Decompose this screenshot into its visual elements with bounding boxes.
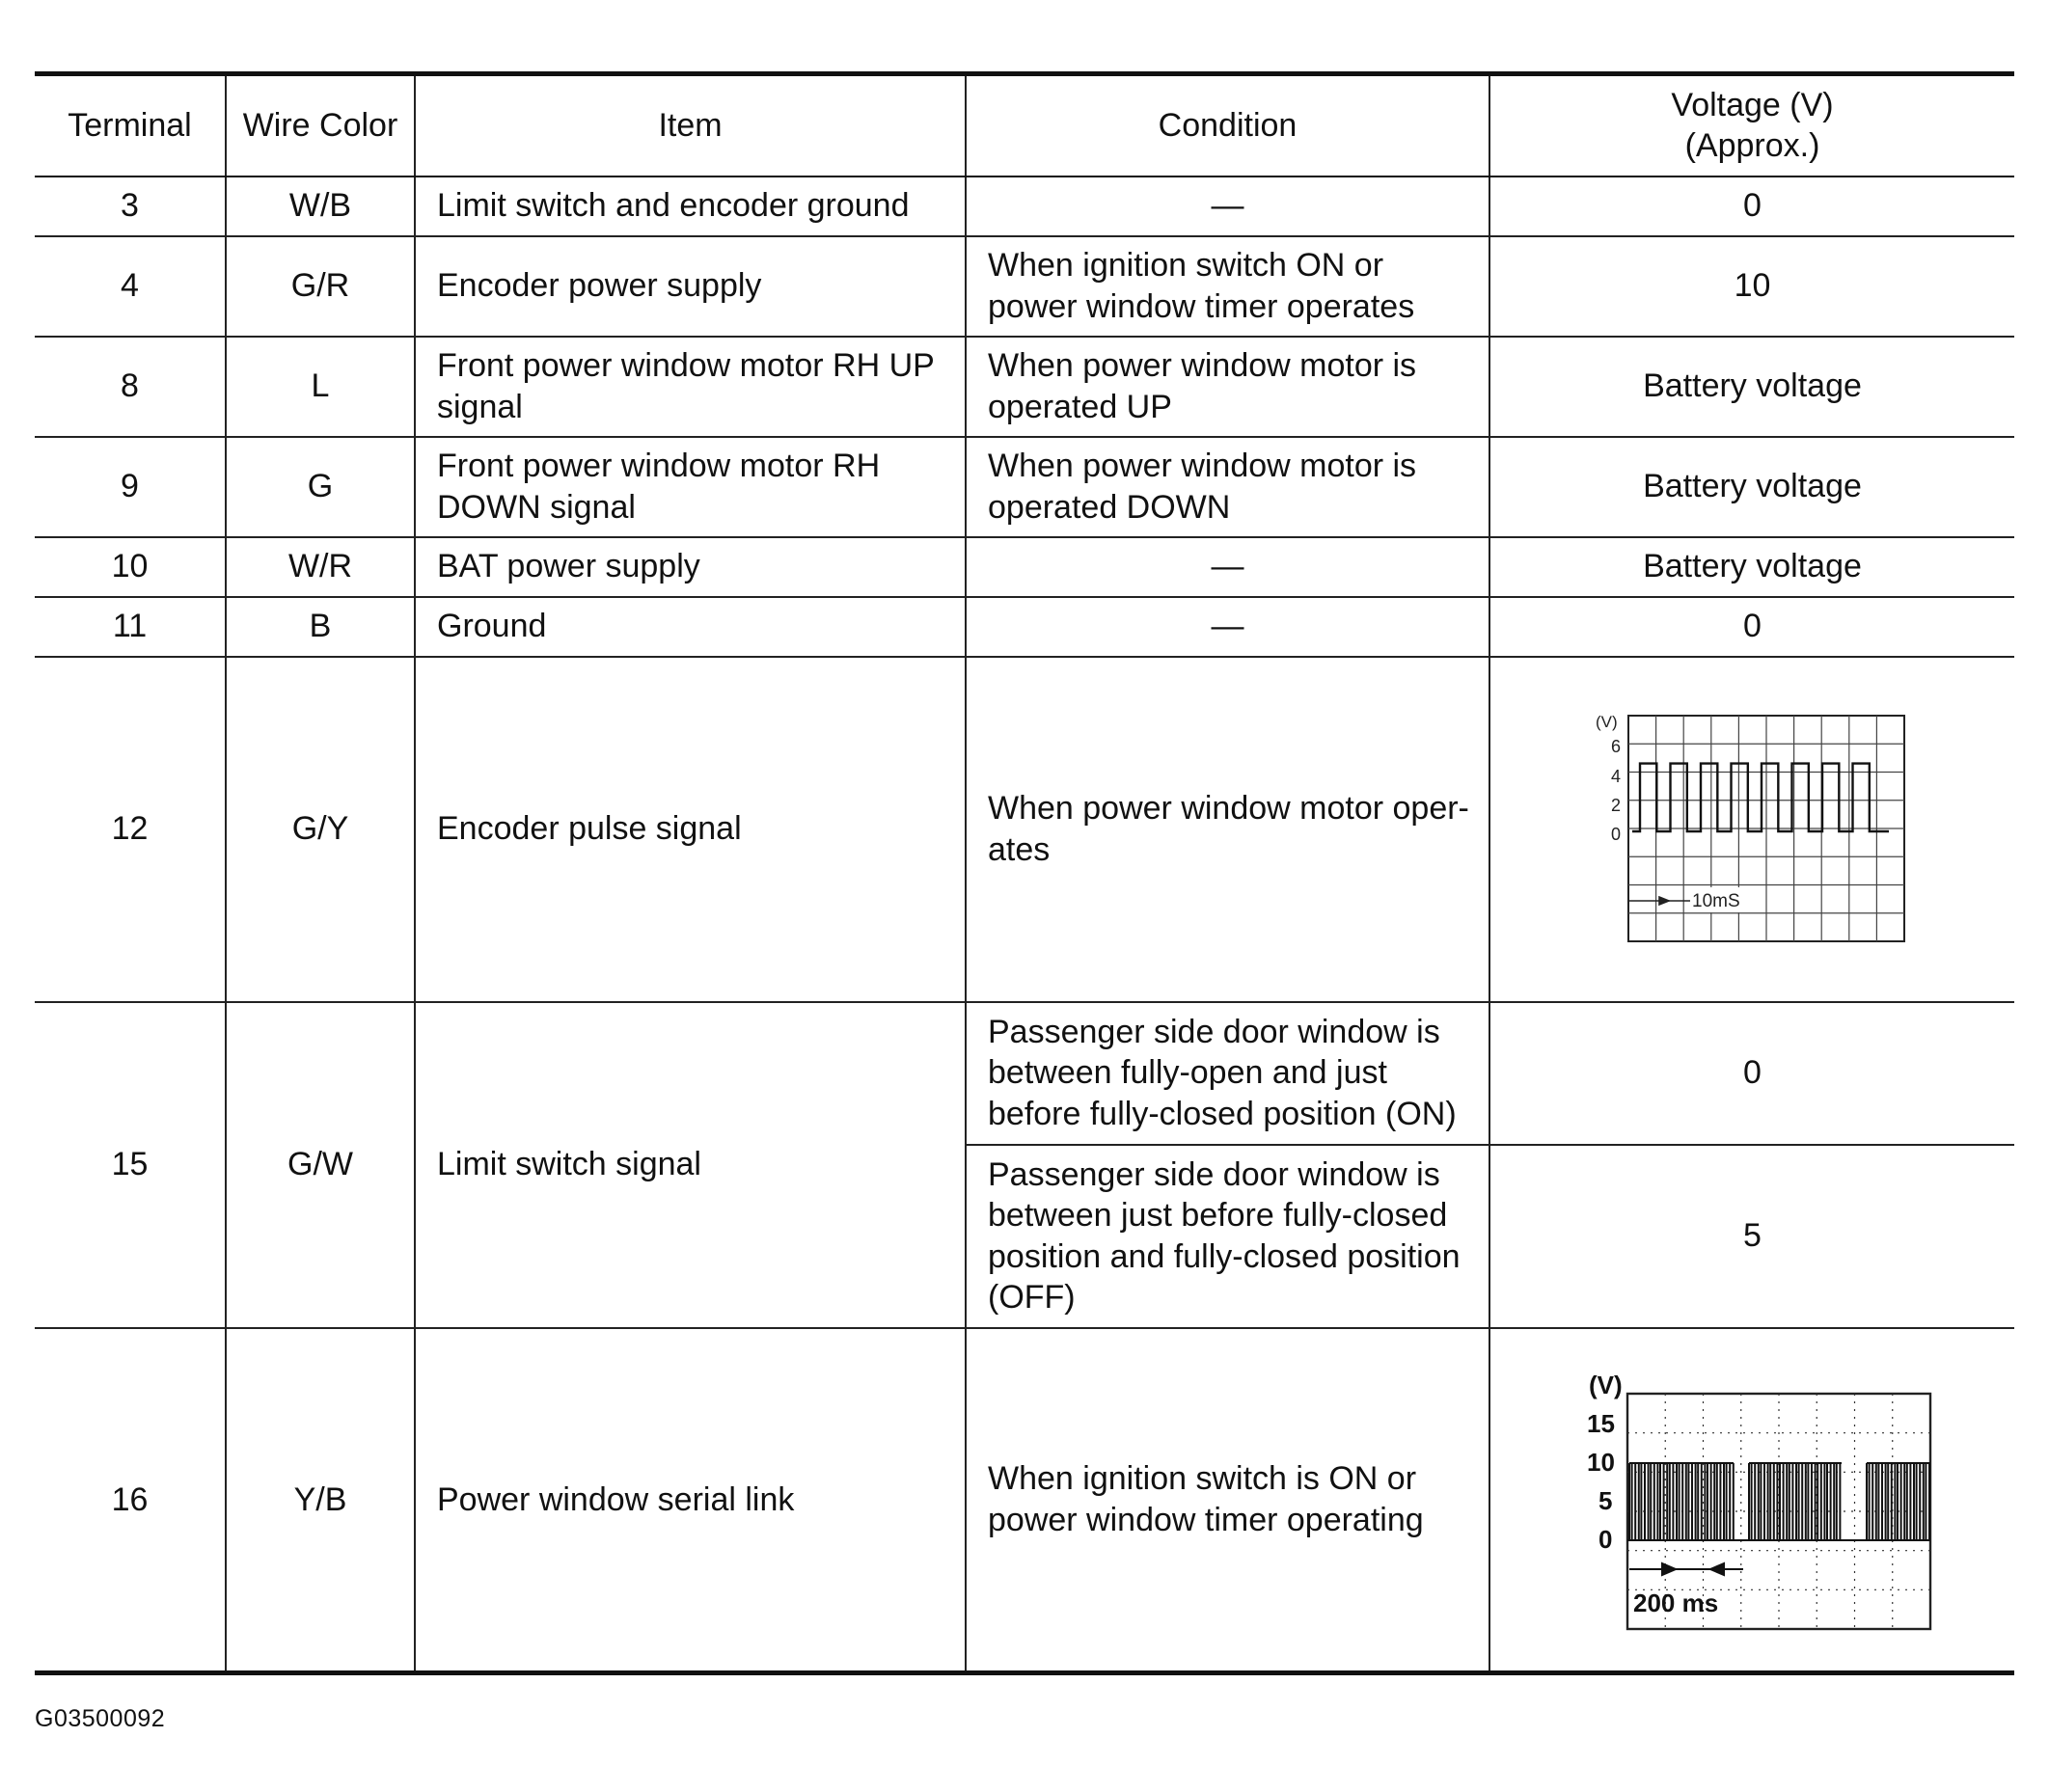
scope-y-label-4: 4: [1610, 766, 1621, 786]
scope-y-label-2: 2: [1610, 795, 1621, 815]
cell-terminal: 9: [35, 437, 226, 537]
header-voltage-line2: (Approx.): [1684, 127, 1820, 165]
cell-voltage: Battery voltage: [1489, 437, 2014, 537]
header-condition: Condition: [966, 74, 1489, 176]
cell-voltage: Battery voltage: [1489, 337, 2014, 437]
cell-condition: —: [966, 176, 1489, 236]
cell-voltage: 10: [1489, 236, 2014, 337]
cell-terminal: 12: [35, 657, 226, 1002]
cell-voltage-waveform: [1489, 657, 2014, 1002]
cell-voltage-waveform: [1489, 1328, 2014, 1673]
serial-link-waveform: [1570, 1365, 1936, 1635]
cell-item: Encoder power supply: [415, 236, 966, 337]
table-row: [35, 176, 2014, 236]
cell-voltage: 0: [1489, 176, 2014, 236]
cell-wire-color: G/R: [226, 236, 415, 337]
cell-terminal: 15: [35, 1002, 226, 1328]
cell-terminal: 10: [35, 537, 226, 597]
cell-condition: —: [966, 537, 1489, 597]
cell-condition: Passenger side door window is between fully-open and just before fully-closed position (ON): [966, 1002, 1489, 1145]
figure-id: G03500092: [35, 1705, 166, 1732]
cell-wire-color: B: [226, 597, 415, 657]
header-terminal: Terminal: [35, 74, 226, 176]
scope-time-marker: [1629, 1563, 1743, 1575]
table-row: [35, 597, 2014, 657]
cell-terminal: 11: [35, 597, 226, 657]
table-row: [35, 337, 2014, 437]
table-row: [35, 1328, 2014, 1673]
encoder-pulse-waveform: [1594, 704, 1912, 955]
header-voltage: [1489, 74, 2014, 176]
time-marker-arrow: [1659, 897, 1669, 905]
cell-item: Front power window motor RH UP signal: [415, 337, 966, 437]
cell-voltage: 0: [1489, 1002, 2014, 1145]
cell-wire-color: G/Y: [226, 657, 415, 1002]
scope-y-label-0: 0: [1598, 1524, 1612, 1554]
header-wire-color: Wire Color: [226, 74, 415, 176]
cell-condition: When ignition switch ON or power window timer operates: [966, 236, 1489, 337]
scope-signal-trace: [1632, 763, 1889, 830]
cell-terminal: 8: [35, 337, 226, 437]
cell-voltage: 5: [1489, 1145, 2014, 1328]
table-row: [35, 236, 2014, 337]
scope-y-label-5: 5: [1598, 1485, 1612, 1515]
scope-y-label-0: 0: [1610, 824, 1621, 844]
table-row: [35, 657, 2014, 1002]
terminal-table-sheet: [35, 71, 2014, 1675]
cell-condition: Passenger side door window is between just before fully-closed position and fully-closed position (OFF): [966, 1145, 1489, 1328]
cell-wire-color: Y/B: [226, 1328, 415, 1673]
scope-unit-label: (V): [1595, 712, 1618, 731]
scope-signal-trace: [1627, 1463, 1930, 1540]
scope-y-label-10: 10: [1586, 1447, 1615, 1477]
cell-item: Encoder pulse signal: [415, 657, 966, 1002]
scope-time-label: 10mS: [1691, 890, 1740, 911]
cell-terminal: 4: [35, 236, 226, 337]
scope-y-label-6: 6: [1610, 736, 1621, 756]
table-row: [35, 437, 2014, 537]
cell-voltage: 0: [1489, 597, 2014, 657]
terminal-voltage-table: [35, 71, 2014, 1675]
time-marker-arrow-right: [1662, 1563, 1676, 1575]
cell-wire-color: G/W: [226, 1002, 415, 1328]
scope-time-marker: [1628, 897, 1690, 905]
cell-wire-color: L: [226, 337, 415, 437]
cell-terminal: 3: [35, 176, 226, 236]
table-header-row: [35, 74, 2014, 176]
cell-item: Limit switch signal: [415, 1002, 966, 1328]
cell-condition: When power window motor oper-ates: [966, 657, 1489, 1002]
cell-item: BAT power supply: [415, 537, 966, 597]
cell-item: Limit switch and encoder ground: [415, 176, 966, 236]
cell-item: Front power window motor RH DOWN signal: [415, 437, 966, 537]
time-marker-arrow-left: [1710, 1563, 1724, 1575]
cell-wire-color: G: [226, 437, 415, 537]
cell-wire-color: W/R: [226, 537, 415, 597]
scope-time-label: 200 ms: [1632, 1588, 1718, 1617]
header-voltage-line1: Voltage (V): [1671, 86, 1834, 123]
scope-y-label-15: 15: [1586, 1408, 1615, 1438]
table-row: [35, 1002, 2014, 1145]
cell-condition: When power window motor is operated DOWN: [966, 437, 1489, 537]
table-row: [35, 537, 2014, 597]
cell-condition: —: [966, 597, 1489, 657]
cell-item: Ground: [415, 597, 966, 657]
cell-wire-color: W/B: [226, 176, 415, 236]
cell-condition: When power window motor is operated UP: [966, 337, 1489, 437]
scope-unit-label: (V): [1588, 1370, 1623, 1399]
cell-condition: When ignition switch is ON or power window timer operating: [966, 1328, 1489, 1673]
header-item: Item: [415, 74, 966, 176]
cell-terminal: 16: [35, 1328, 226, 1673]
cell-voltage: Battery voltage: [1489, 537, 2014, 597]
cell-item: Power window serial link: [415, 1328, 966, 1673]
